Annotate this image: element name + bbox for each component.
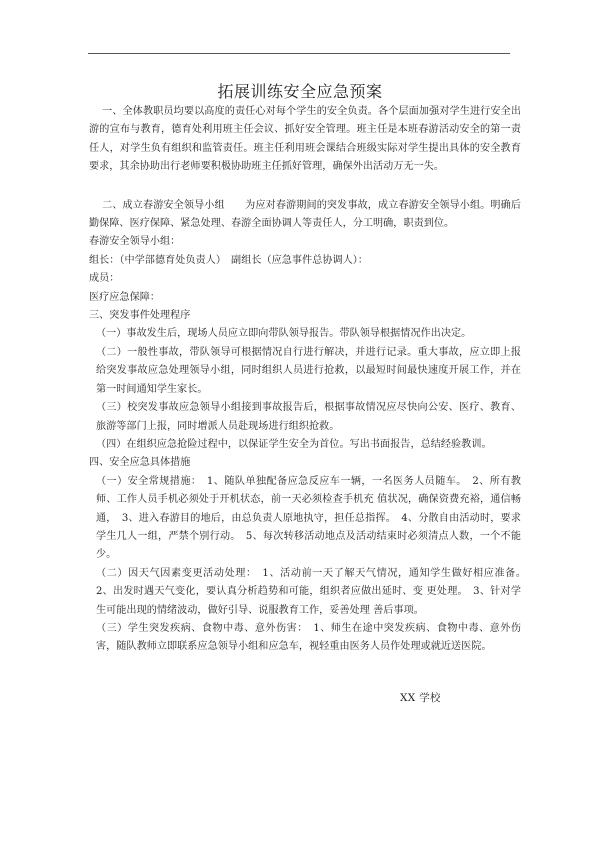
procedure-item-4: （四）在组织应急抢险过程中，以保证学生安全为首位。写出书面报告，总结经验教训。 [96,438,492,450]
paragraph-gap [89,177,521,197]
document-title: 拓展训练安全应急预案 [217,82,383,101]
leader-line: 组长：（中学部德育处负责人） 副组长（应急事件总协调人）： [89,254,369,266]
section-4-heading: 四、安全应急具体措施 [89,457,191,469]
procedure-item-1: （一）事故发生后，现场人员应立即向带队领导报告。带队领导根据情况作出决定。 [96,328,472,340]
section-2-paragraph: 二、成立春游安全领导小组 为应对春游期间的突发事故，成立春游安全领导小组。明确后勤保障、医疗保障、紧急处理、春游全面协调人等责任人，分工明确，职责到位。 [89,199,521,230]
section-3-heading: 三、突发事件处理程序 [89,310,191,322]
medical-support-line: 医疗应急保障： [89,291,161,303]
procedure-item-2: （二）一般性事故，带队领导可根据情况自行进行解决，并进行记录。重大事故，应立即上报给突发事故应急处理领导小组，同时组织人员进行抢救，以最短时间最快速度开展工作，并在第一时间通知学生家长。 [96,346,521,395]
header-rule [88,53,510,54]
leadership-group-heading: 春游安全领导小组： [89,236,181,248]
school-signature: XX 学校 [400,692,441,704]
measure-item-2: （二）因天气因素变更活动处理： 1、活动前一天了解天气情况，通知学生做好相应准备。 2、出发时遇天气变化，要认真分析趋势和可能，组织者应做出延时、变 更处理。 3、针对学生可能出现的情绪波动，做好引导、说服教育工作，妥善处理 善后事项。 [96,567,532,616]
measure-item-1: （一）安全常规措施： 1、随队单独配备应急反应车一辆，一名医务人员随车。 2、所有教师、工作人员手机必须处于开机状态，前一天必须检查手机充 值状况，确保资费充裕，通信畅通， 3、进入春游目的地后，由总负责人原地执守，担任总指挥。 4、分散自由活动时，要求学生几人一组，严禁个别行动。 5、每次转移活动地点及活动结束时必须清点人数，一个不能少。 [96,475,521,561]
procedure-item-3: （三）校突发事故应急领导小组接到事故报告后，根据事故情况应尽快向公安、医疗、教育、旅游等部门上报，同时增派人员赴现场进行组织抢救。 [96,402,521,432]
members-line: 成员： [89,273,120,285]
document-body [89,103,532,657]
measure-item-3: （三）学生突发疾病、食物中毒、意外伤害： 1、师生在途中突发疾病、食物中毒、意外伤害，随队教师立即联系应急领导小组和应急车，视轻重由医务人员作处理或就近送医院。 [96,622,521,653]
section-1-paragraph: 一、全体教职员均要以高度的责任心对每个学生的安全负责。各个层面加强对学生进行安全出游的宣布与教育，德育处利用班主任会议、抓好安全管理。班主任是本班春游活动安全的第一责任人，对学生负有组织和监管责任。班主任利用班会课结合班级实际对学生提出具体的安全教育要求，其余协助出行老师要积极协助班主任抓好管理，确保外出活动万无一失。 [89,106,521,173]
